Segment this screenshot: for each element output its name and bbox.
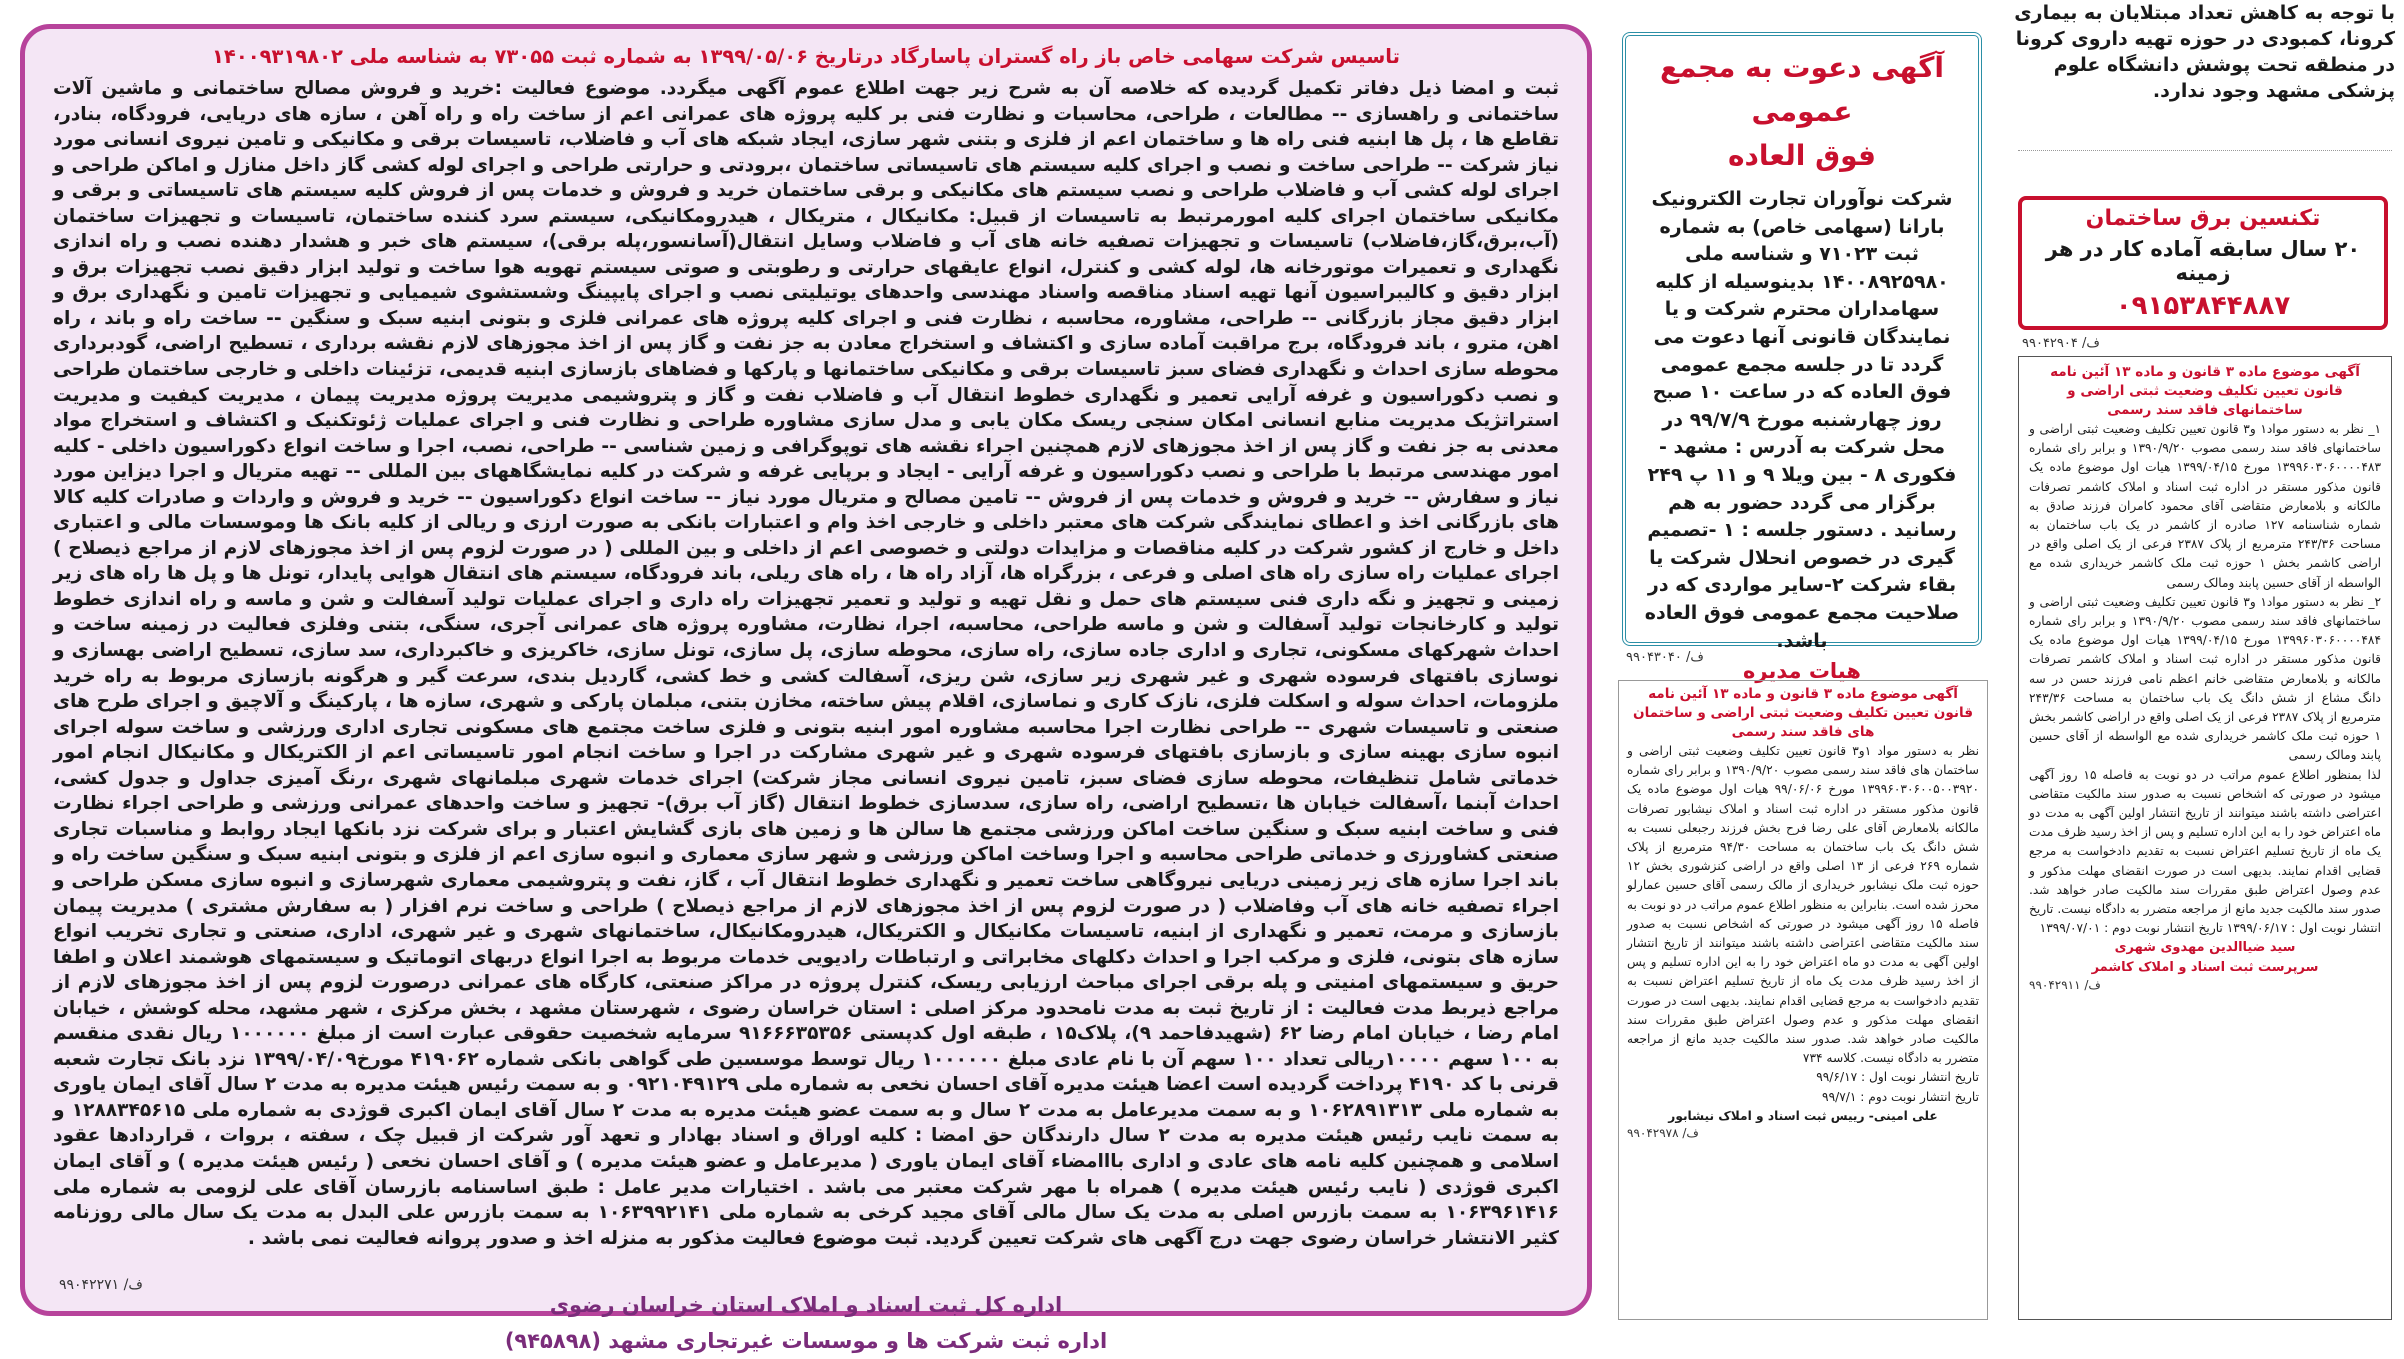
technician-ad-title: تکنسین برق ساختمان: [2085, 206, 2321, 231]
technician-ad-code: ۹۹۰۴۲۹۰۴ /ف: [2022, 336, 2100, 351]
assembly-signature: هیات مدیره: [1743, 659, 1861, 684]
land-title-notice-title: آگهی موضوع ماده ۳ قانون و ماده ۱۳ آئین نامه قانون تعیین تکلیف وضعیت ثبتی اراضی و ساختمان های فاقد سند رسمی: [1632, 686, 1974, 740]
kashmar-notice-item-1: ۱_ نظر به دستور مواد۱ و۳ قانون تعیین تکلیف وضعیت ثبتی اراضی و ساختمانهای فاقد سند رسمی مصوب ۱۳۹۰/۹/۲۰ و برابر رای شماره ۱۳۹۹۶۰۳۰۶۰۰۰۰۴۸۳ مورخ ۱۳۹۹/۰۴/۱۵ هیات اول موضوع ماده یک قانون مذکور مستقر در اداره ثبت اسناد و املاک کاشمر تصرفات مالکانه و بلامعارض متقاضی آقای محمود کامران فرزند صادق به شماره شناسنامه ۱۲۷ صادره از کاشمر در یک باب ساختمان به مساحت ۲۴۳/۳۶ مترمربع از پلاک ۲۳۸۷ فرعی از یک اصلی واقع در اراضی کاشمر بخش ۱ حوزه ثبت ملک کاشمر خریداری شده مع الواسطه از آقای حسین پابند ومالک رسمی: [2029, 422, 2382, 590]
technician-ad-subtitle: ۲۰ سال سابقه آماده کار در هر زمینه: [2045, 237, 2361, 285]
kashmar-signature-title: سرپرست ثبت اسناد و املاک کاشمر: [2091, 960, 2319, 976]
kashmar-notice-title: آگهی موضوع ماده ۳ قانون و ماده ۱۳ آئین نامه قانون تعیین تکلیف وضعیت ثبتی اراضی و ساختمانهای فاقد سند رسمی: [2050, 364, 2360, 418]
kashmar-signature-name: سید ضیاالدین مهدوی شهری: [2114, 940, 2296, 956]
land-title-notice-kashmar: [2018, 356, 2392, 1320]
assembly-code: ۹۹۰۴۳۰۴۰ /ف: [1626, 650, 1704, 665]
registration-notice-title: تاسیس شرکت سهامی خاص باز راه گستران پاسارگاد درتاریخ ۱۳۹۹/۰۵/۰۶ به شماره ثبت ۷۳۰۵۵ به شناسه ملی ۱۴۰۰۹۳۱۹۸۰۲: [212, 45, 1400, 68]
publication-date-second: تاریخ انتشار نوبت دوم : ۹۹/۷/۱: [1822, 1089, 1979, 1104]
land-title-notice-nishapur: [1618, 680, 1988, 1320]
technician-ad: [2018, 196, 2388, 330]
assembly-body: شرکت نوآوران تجارت الکترونیک بارانا (سهامی خاص) به شماره ثبت ۷۱۰۲۳ و شناسه ملی ۱۴۰۰۸۹۲۵۹۸۰ بدینوسیله از کلیه سهامداران محترم شرکت و یا نمایندگان قانونی آنها دعوت می گردد تا در جلسه مجمع عمومی فوق العاده که در ساعت ۱۰ صبح روز چهارشنبه مورخ ۹۹/۷/۹ در محل شرکت به آدرس : مشهد - فکوری ۸ - بین ویلا ۹ و ۱۱ پ ۲۴۹ برگزار می گردد حضور به هم رسانید . دستور جلسه : ۱ -تصمیم گیری در خصوص انحلال شرکت یا بقاء شرکت ۲-سایر مواردی که در صلاحیت مجمع عمومی فوق العاده باشد.: [1644, 188, 1960, 652]
technician-ad-phone: ۰۹۱۵۳۸۴۴۸۸۷: [2115, 291, 2291, 321]
assembly-title-line1: آگهی دعوت به مجمع عمومی: [1659, 51, 1945, 128]
assembly-title: [1644, 46, 1960, 178]
footer-office-line: اداره کل ثبت اسناد و املاک استان خراسان رضوی: [549, 1293, 1063, 1318]
land-title-notice-body: نظر به دستور مواد ۱و۳ قانون تعیین تکلیف وضعیت ثبتی اراضی و ساختمان های فاقد سند رسمی مصوب ۱۳۹۰/۹/۲۰ و برابر رای شماره ۱۳۹۹۶۰۳۰۶۰۰۵۰۰۳۹۲۰ مورخ ۹۹/۰۶/۰۶ هیات اول موضوع ماده یک قانون مذکور مستقر در اداره ثبت اسناد و املاک نیشابور تصرفات مالکانه بلامعارض آقای علی رضا فرح بخش فرزند رجبعلی نسبت به شش دانگ یک باب ساختمان به مساحت ۹۴/۳۰ مترمربع از پلاک شماره ۲۶۹ فرعی از ۱۳ اصلی واقع در اراضی کنزشوری بخش ۱۲ حوزه ثبت ملک نیشابور خریداری از مالک رسمی آقای حسین عمارلو محرز شده است. بنابراین به منظور اطلاع عموم مراتب در دو نوبت به فاصله ۱۵ روز آگهی میشود در صورتی که اشخاص نسبت به صدور سند مالکیت متقاضی اعتراضی داشته باشند میتوانند از تاریخ انتشار اولین آگهی به مدت دو ماه اعتراض خود را به این اداره تسلیم و پس از اخذ رسید ظرف مدت یک ماه از تاریخ تسلیم اعتراض نسبت به تقدیم دادخواست به مرجع قضایی اقدام نمایند. بدیهی است در صورت انقضای مهلت مذکور و عدم وصول اعتراض طبق مقررات سند مالکیت صادر خواهد شد. صدور سند مالکیت جدید مانع از مراجعه متضرر به دادگاه نیست. کلاسه ۷۳۴: [1627, 744, 1980, 1066]
land-title-notice-signature: علی امینی- رییس ثبت اسناد و املاک نیشابور: [1668, 1108, 1938, 1123]
registration-notice-code: ۹۹۰۴۲۲۷۱ /ف: [59, 1277, 143, 1293]
footer-department-line: اداره ثبت شرکت ها و موسسات غیرتجاری مشهد (۹۴۵۸۹۸): [504, 1329, 1108, 1354]
covid-news-fragment: با توجه به کاهش تعداد مبتلایان به بیماری کرونا، کمبودی در حوزه تهیه داروی کرونا در منطقه تحت پوشش دانشگاه علوم پزشکی مشهد وجود ندارد.: [2014, 2, 2395, 102]
assembly-title-line2: فوق العاده: [1728, 139, 1876, 172]
registration-notice-footer: [53, 1287, 1559, 1359]
kashmar-notice-item-2: ۲_ نظر به دستور مواد۱ و۳ قانون تعیین تکلیف وضعیت ثبتی اراضی و ساختمانهای فاقد سند رسمی مصوب ۱۳۹۰/۹/۲۰ و برابر رای شماره ۱۳۹۹۶۰۳۰۶۰۰۰۰۴۸۴ مورخ ۱۳۹۹/۰۴/۱۵ هیات اول موضوع ماده یک قانون مذکور مستقر در اداره ثبت اسناد و املاک کاشمر تصرفات مالکانه و بلامعارض متقاضی خانم اعظم نامی فرزند حسن در سه دانگ مشاع از شش دانگ یک باب ساختمان به مساحت ۲۴۳/۳۶ مترمربع از پلاک ۲۳۸۷ فرعی از یک اصلی واقع در اراضی کاشمر بخش ۱ حوزه ثبت ملک کاشمر خریداری شده مع الواسطه از آقای حسین پابند ومالک رسمی: [2029, 594, 2382, 763]
registration-notice-body: ثبت و امضا ذیل دفاتر تکمیل گردیده که خلاصه آن به شرح زیر جهت اطلاع عموم آگهی میگردد. موضوع فعالیت :خرید و فروش مصالح ساختمانی و ماشین آلات ساختمانی و راهسازی -- مطالعات ، طراحی، محاسبات و نظارت فنی بر کلیه پروژه های عمرانی اعم از ساخت راه و راه آهن ، سازه های دریایی، فرودگاه، بنادر، تقاطع ها ، پل ها ابنیه فنی راه ها و ساختمان اعم از فلزی و بتنی شهر سازی، ایجاد شبکه های آب و فاضلاب، تاسیسات برقی و مکانیکی و تامین نیروی انسانی مورد نیاز شرکت -- طراحی ساخت و نصب و اجرای کلیه سیستم های تاسیساتی ساختمان ،برودتی و حرارتی طراحی و اجرای لوله کشی گاز داخل منازل و اماکن طراحی و اجرای لوله کشی آب و فاضلاب طراحی و نصب سیستم های مکانیکی و برقی ساختمان خرید و فروش و خدمات پس از فروش کلیه سیستم های تاسیساتی و برقی و مکانیکی ساختمان اجرای کلیه امورمرتبط به تاسیسات از قبیل: مکانیکال ، متریکال ، هیدرومکانیکی، سیستم سرد کننده ساختمان، تاسیسات و تجهیزات ساختمان (آب،برق،گاز،فاضلاب) تاسیسات و تجهیزات تصفیه خانه های آب و فاضلاب وسایل انتقال(آسانسور،پله برقی)، سیستم های خبر و هشدار دهنده نصب و راه اندازی نگهداری و تعمیرات موتورخانه ها، لوله کشی و کنترل، انواع عایقهای حرارتی و رطوبتی و صوتی سیستم تهویه هوا ساخت و تولید ابزار دقیق نصب تجهیزات برق و ابزار دقیق و کالیبراسیون آنها تهیه اسناد مناقصه واسناد مهندسی واحدهای یوتیلیتی نصب و اجرای پایپینگ وشستشوی شیمیایی و تجهیزات تامین و نگهداری برق و ابزار دقیق مجاز بازرگانی -- طراحی، مشاوره، محاسبه ، نظارت فنی و اجرای کلیه پروژه های عمرانی فلزی و بتونی ابنیه سبک و سنگین -- ساخت راه و باند ، راه اهن، مترو ، باند فرودگاه، برج مراقبت آماده سازی و اکتشاف و استخراج معادن به جز نفت و گاز پس از اخذ مجوزهای لازم نقشه برداری ، تسطیح اراضی، گودبرداری محوطه سازی احداث و نگهداری فضای سبز تاسیسات برقی و مکانیکی ساختمانها و پارکها و فضاهای بازسازی ابنیه قدیمی، تزئینات داخلی و خارجی ساختمان طراحی و نصب دکوراسیون و غرفه آرایی تعمیر و نگهداری خطوط انتقال آب و فاضلاب نفت و گاز و پتروشیمی مدیریت پروژه مدیریت پیمان ، مدیریت کیفیت و مدیریت استراتژیک مدیریت منابع انسانی امکان سنجی ریسک مکان یابی و مدل سازی مشاوره طراحی و نظارت فنی و اجرای عملیات ژئوتکنیک و اکتشاف و استخراج مواد معدنی به جز نفت و گاز پس از اخذ مجوزهای لازم همچنین اجراء نقشه های توپوگرافی و زمین شناسی -- طراحی، نصب، اجرا و ساخت انواع دکوراسیون داخلی - کلیه امور مهندسی مرتبط با طراحی و نصب دکوراسیون و غرفه آرایی - ایجاد و برپایی غرفه و شرکت در کلیه نمایشگاههای بین المللی -- تهیه متریال و اجرا دیزاین مورد نیاز و سفارش -- خرید و فروش و خدمات پس از فروش -- تامین مصالح و متریال مورد نیاز -- ساخت انواع دکوراسیون -- خرید و فروش و واردات و صادرات کلیه کالا های بازرگانی اخذ و اعطای نمایندگی شرکت های معتبر داخلی و خارجی اخذ وام و اعتبارات بانکی به صورت ارزی و ریالی از کلیه بانک ها وموسسات مالی و اعتباری داخل و خارج از کشور شرکت در کلیه مناقصات و مزایدات دولتی و خصوصی اعم از داخلی و بین المللی ( در صورت لزوم پس از اخذ مجوزهای لازم از مراجع ذیصلاح ) اجرای عملیات راه سازی راه های اصلی و فرعی ، بزرگراه ها، آزاد راه ها ، راه های ریلی، باند فرودگاه، سیستم های انتقال هوایی پایدار، تونل ها و پل ها راه های زیر زمینی و تجهیز و نگه داری فنی سیستم های حمل و نقل تهیه و تولید و تعمیر تجهیزات راه داری و اجرای عملیات تولید آسفالت و شن و ماسه و راه اندازی خطوط تولید و کارخانجات تولید آسفالت و شن و ماسه طراحی، محاسبه، اجرا، نظارت، مشاوره پروژه های عمرانی آجری، سنگی، بتنی وفلزی فعالیت در زمینه ساخت و احداث شهرکهای مسکونی، تجاری و اداری جاده سازی، راه سازی، محوطه سازی، پل سازی، تونل سازی، خاکریزی و خاکبرداری، سد سازی، تسطیح اراضی بهسازی و نوسازی بافتهای فرسوده شهری و غیر شهری زیر سازی، شن ریزی، آسفالت کشی و خط کشی، گاردیل بندی، سرعت گیر و هرگونه بازسازی مربوط به راه خرید ملزومات، احداث سوله و اسکلت فلزی، نازک کاری و نماسازی، اقلام پیش ساخته، مخازن بتنی، مبلمان پارکی و شهری، سازه ها ، پارکینگ و آلاچیق و اجرای طرح های صنعتی و تاسیسات شهری -- طراحی نظارت اجرا محاسبه مشاوره امور ابنیه بتونی و فلزی ساخت مجتمع های مسکونی تجاری اداری ورزشی و ساخت سوله اجرای انبوه سازی بهینه سازی و بازسازی بافتهای فرسوده شهری و غیر شهری مشارکت در اجرا و ساخت انجام امور تاسیساتی اعم از الکتریکال و مکانیکال انجام امور خدماتی شامل تنظیفات، محوطه سازی فضای سبز، تامین نیروی انسانی مجاز شرکت) اجرای خدمات شهری مبلمانهای شهری ،رنگ آمیزی جداول و جدول کشی، احداث آبنما ،آسفالت خیابان ها ،تسطیح اراضی، راه سازی، سدسازی خطوط انتقال (گاز آب برق)- تجهیز و ساخت واحدهای عمرانی ورزشی و طراحی اجراء نظارت فنی و ساخت ابنیه سبک و سنگین ساخت اماکن ورزشی مجتمع ها سالن ها و زمین های بازی گشایش اعتبار و برای شرکت نزد بانکها ایجاد روابط و مناسبات تجاری صنعتی کشاورزی و خدماتی طراحی محاسبه و اجرا وساخت اماکن ورزشی و شهر سازی معماری و انبوه سازی اعم از فلزی و بتونی ابنیه سبک و سنگین ساخت راه و باند اجرا سازه های زیر زمینی دریایی نیروگاهی ساخت تعمیر و نگهداری خطوط انتقال آب ، گاز، نفت و پتروشیمی معماری شهرسازی و انبوه سازی مسکن طراحی و اجراء تصفیه خانه های آب وفاضلاب ( در صورت لزوم پس از اخذ مجوزهای لازم از مراجع ذیصلاح ) طراحی و ساخت نرم افزار ( به سفارش مشتری ) مدیریت پیمان بازسازی و مرمت، تعمیر و نگهداری از ابنیه، تاسیسات مکانیکال و الکتریکال، هیدرومکانیکال، ساختمانهای شهری و غیر شهری، اداری، صنعتی و تجاری تخریب انواع سازه های بتونی، فلزی و مرکب اجرا و احداث دکلهای مخابراتی و ارتباطات رادیویی خدمات مربوط به اجرا انواع دربهای اتوماتیک و سیستمهای هوشمند اعلان و اطفا حریق و سیستمهای امنیتی و پله برقی اجرای مباحث ارزیابی ریسک، کنترل پروژه در مراکز صنعتی، کارگاه های عمرانی درصورت لزوم پس از اخذ مجوزهای لازم از مراجع ذیربط مدت فعالیت : از تاریخ ثبت به مدت نامحدود مرکز اصلی : استان خراسان رضوی ، شهرستان مشهد ، بخش مرکزی ، شهر مشهد، محله کوشش ، خیابان امام رضا ، خیابان امام رضا ۶۲ (شهیدفاحمد ۹)، پلاک۱۵ ، طبقه اول کدپستی ۹۱۶۶۶۳۵۳۵۶ سرمایه شخصیت حقوقی عبارت است از مبلغ ۱۰۰۰۰۰۰ ریال نقدی منقسم به ۱۰۰ سهم ۱۰۰۰۰ریالی تعداد ۱۰۰ سهم آن با نام عادی مبلغ ۱۰۰۰۰۰۰ ریال توسط موسسین طی گواهی بانکی شماره ۴۱۹۰۶۲ مورخ۱۳۹۹/۰۴/۰۹ نزد بانک تجارت شعبه قرنی با کد ۴۱۹۰ پرداخت گردیده است اعضا هیئت مدیره آقای احسان نخعی به شماره ملی ۰۹۲۱۰۴۹۱۲۹ و به سمت رئیس هیئت مدیره به مدت ۲ سال آقای ایمان یاوری به شماره ملی ۱۰۶۲۸۹۱۳۱۳ و به سمت مدیرعامل به مدت ۲ سال و به سمت عضو هیئت مدیره به مدت ۲ سال آقای ایمان اکبری قوژدی به شماره ملی ۱۲۸۸۳۴۵۶۱۵ و به سمت نایب رئیس هیئت مدیره به مدت ۲ سال دارندگان حق امضا : کلیه اوراق و اسناد بهادار و تعهد آور شرکت از قبیل چک ، سفته ، بروات ، قراردادها عقود اسلامی و همچنین کلیه نامه های عادی و اداری بااامضاء آقای ایمان یاوری ( مدیرعامل و عضو هیئت مدیره ) و آقای احسان نخعی ( رئیس هیئت مدیره ) و آقای ایمان اکبری قوژدی ( نایب رئیس هیئت مدیره ) همراه با مهر شرکت معتبر می باشد . اختیارات مدیر عامل : طبق اساسنامه بازرسان آقای علی لزومی به شماره ملی ۱۰۶۳۹۶۱۴۱۶ به سمت بازرس اصلی به مدت یک سال مالی آقای مجید کرخی به شماره ملی ۱۰۶۳۹۹۲۱۴۱ به سمت بازرس علی البدل به مدت یک سال مالی روزنامه کثیر الانتشار خراسان رضوی جهت درج آگهی های شرکت تعیین گردید. ثبت موضوع فعالیت مذکور به منزله اخذ و صدور پروانه فعالیت نمی باشد .: [53, 78, 1560, 1249]
land-title-notice-code: ۹۹۰۴۲۹۷۸ /ف: [1627, 1126, 1699, 1141]
kashmar-notice-code: ۹۹۰۴۲۹۱۱ /ف: [2029, 978, 2101, 993]
kashmar-notice-footer-text: لذا بمنظور اطلاع عموم مراتب در دو نوبت به فاصله ۱۵ روز آگهی میشود در صورتی که اشخاص نسبت به صدور سند مالکیت متقاضی اعتراضی داشته باشند میتوانند از تاریخ انتشار اولین آگهی به مدت دو ماه اعتراض خود را به این اداره تسلیم و پس از اخذ رسید ظرف مدت یک ماه از تاریخ تسلیم اعتراض نسبت به تقدیم دادخواست به مرجع قضایی اقدام نمایند. بدیهی است در صورت انقضای مهلت مذکور و عدم وصول اعتراض طبق مقررات سند مالکیت صادر خواهد شد. صدور سند مالکیت جدید مانع از مراجعه متضرر به دادگاه نیست. تاریخ انتشار نوبت اول : ۱۳۹۹/۰۶/۱۷ تاریخ انتشار نوبت دوم : ۱۳۹۹/۰۷/۰۱: [2029, 767, 2381, 936]
registration-notice: [20, 24, 1592, 1354]
publication-date-first: تاریخ انتشار نوبت اول : ۹۹/۶/۱۷: [1816, 1070, 1979, 1085]
column-divider: [2018, 150, 2392, 151]
